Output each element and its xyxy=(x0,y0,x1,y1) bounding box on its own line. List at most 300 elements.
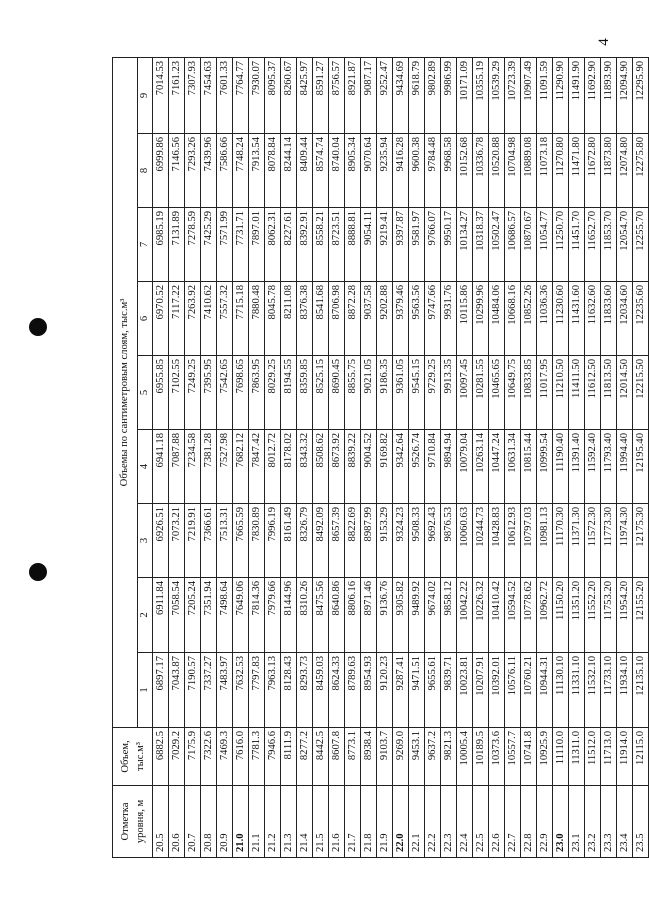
layer-volume-cell: 6941.18 xyxy=(153,430,169,504)
level-cell: 21.2 xyxy=(265,786,281,858)
layer-volume-cell: 7715.18 xyxy=(233,282,249,356)
layer-volume-cell: 7307.93 xyxy=(185,57,201,133)
table-row xyxy=(409,57,425,857)
layer-volume-cell: 10852.26 xyxy=(521,282,537,356)
layer-volume-cell: 11873.80 xyxy=(601,134,617,208)
layer-volume-cell: 7498.64 xyxy=(217,578,233,653)
layer-volume-cell: 10962.72 xyxy=(537,578,553,653)
layer-volume-cell: 11451.70 xyxy=(569,208,585,282)
layer-volume-cell: 8227.61 xyxy=(281,208,297,282)
level-cell: 22.9 xyxy=(537,786,553,858)
layer-volume-cell: 8954.93 xyxy=(361,653,377,728)
layer-volume-cell: 7731.71 xyxy=(233,208,249,282)
layer-volume-cell: 11532.10 xyxy=(585,653,601,728)
layer-volume-cell: 8194.55 xyxy=(281,356,297,430)
layer-volume-cell: 8492.09 xyxy=(313,504,329,578)
volume-cell: 7946.6 xyxy=(265,728,281,786)
layer-volume-cell: 11290.90 xyxy=(553,57,569,133)
level-cell: 23.1 xyxy=(569,786,585,858)
layer-volume-cell: 6911.84 xyxy=(153,578,169,653)
layer-volume-cell: 11431.60 xyxy=(569,282,585,356)
layer-volume-cell: 9618.79 xyxy=(409,57,425,133)
layer-volume-cell: 8971.46 xyxy=(361,578,377,653)
layer-volume-cell: 7190.57 xyxy=(185,653,201,728)
layer-volume-cell: 8260.67 xyxy=(281,57,297,133)
layer-volume-cell: 9186.35 xyxy=(377,356,393,430)
layer-volume-cell: 10594.52 xyxy=(505,578,521,653)
layer-volume-cell: 8128.43 xyxy=(281,653,297,728)
layer-volume-cell: 9968.58 xyxy=(441,134,457,208)
layer-volume-cell: 11371.30 xyxy=(569,504,585,578)
layer-volume-cell: 7996.19 xyxy=(265,504,281,578)
volume-cell: 12115.0 xyxy=(633,728,649,786)
layer-volume-cell: 9342.64 xyxy=(393,430,409,504)
layer-volume-cell: 9839.71 xyxy=(441,653,457,728)
layer-volume-cell: 11692.90 xyxy=(585,57,601,133)
layer-volume-cell: 6970.52 xyxy=(153,282,169,356)
layer-volume-cell: 9876.53 xyxy=(441,504,457,578)
layer-volume-cell: 8723.51 xyxy=(329,208,345,282)
layer-volume-cell: 9070.64 xyxy=(361,134,377,208)
layer-volume-cell: 7601.33 xyxy=(217,57,233,133)
layer-volume-cell: 8211.08 xyxy=(281,282,297,356)
layer-volume-cell: 11036.36 xyxy=(537,282,553,356)
column-header-1: 1 xyxy=(138,653,153,728)
layer-volume-cell: 9252.47 xyxy=(377,57,393,133)
layer-volume-cell: 8343.32 xyxy=(297,430,313,504)
volume-cell: 10925.9 xyxy=(537,728,553,786)
layer-volume-cell: 7483.97 xyxy=(217,653,233,728)
layer-volume-cell: 10355.19 xyxy=(473,57,489,133)
layer-volume-cell: 9526.74 xyxy=(409,430,425,504)
layer-volume-cell: 11552.20 xyxy=(585,578,601,653)
level-cell: 22.5 xyxy=(473,786,489,858)
layer-volume-cell: 11632.60 xyxy=(585,282,601,356)
table-row xyxy=(393,57,409,857)
layer-volume-cell: 7381.28 xyxy=(201,430,217,504)
layer-volume-cell: 10097.45 xyxy=(457,356,473,430)
layer-volume-cell: 9655.61 xyxy=(425,653,441,728)
volume-cell: 9821.3 xyxy=(441,728,457,786)
layer-volume-cell: 9169.82 xyxy=(377,430,393,504)
layer-volume-cell: 8508.62 xyxy=(313,430,329,504)
layer-volume-cell: 8045.78 xyxy=(265,282,281,356)
layer-volume-cell: 10815.44 xyxy=(521,430,537,504)
level-cell: 21.3 xyxy=(281,786,297,858)
level-cell: 21.1 xyxy=(249,786,265,858)
layer-volume-cell: 7632.53 xyxy=(233,653,249,728)
layer-volume-cell: 11391.40 xyxy=(569,430,585,504)
layer-volume-cell: 9219.41 xyxy=(377,208,393,282)
layer-volume-cell: 8029.25 xyxy=(265,356,281,430)
layer-volume-cell: 8095.37 xyxy=(265,57,281,133)
volume-cell: 8111.9 xyxy=(281,728,297,786)
layer-volume-cell: 9729.25 xyxy=(425,356,441,430)
layer-volume-cell: 11017.95 xyxy=(537,356,553,430)
layer-volume-cell: 8822.69 xyxy=(345,504,361,578)
table-row xyxy=(601,57,617,857)
level-cell: 22.6 xyxy=(489,786,505,858)
level-cell: 21.4 xyxy=(297,786,313,858)
layer-volume-cell: 12195.40 xyxy=(633,430,649,504)
layer-volume-cell: 10152.68 xyxy=(457,134,473,208)
layer-volume-cell: 9021.05 xyxy=(361,356,377,430)
binder-hole-bottom xyxy=(29,563,47,581)
level-cell: 22.3 xyxy=(441,786,457,858)
column-header-5: 5 xyxy=(138,356,153,430)
layer-volume-cell: 8459.03 xyxy=(313,653,329,728)
layer-volume-cell: 12295.90 xyxy=(633,57,649,133)
page-number: 4 xyxy=(596,38,612,46)
layer-volume-cell: 7249.25 xyxy=(185,356,201,430)
layer-volume-cell: 9235.94 xyxy=(377,134,393,208)
volume-cell: 7781.3 xyxy=(249,728,265,786)
level-cell: 21.9 xyxy=(377,786,393,858)
table-row xyxy=(473,57,489,857)
layer-volume-cell: 11592.40 xyxy=(585,430,601,504)
volume-cell: 9453.1 xyxy=(409,728,425,786)
layer-volume-cell: 9747.66 xyxy=(425,282,441,356)
layer-volume-cell: 11091.59 xyxy=(537,57,553,133)
table-row xyxy=(585,57,601,857)
layer-volume-cell: 7161.23 xyxy=(169,57,185,133)
layer-volume-cell: 9950.17 xyxy=(441,208,457,282)
layer-volume-cell: 7337.27 xyxy=(201,653,217,728)
layer-volume-cell: 7366.61 xyxy=(201,504,217,578)
layer-volume-cell: 8690.45 xyxy=(329,356,345,430)
table-row xyxy=(617,57,633,857)
layer-volume-cell: 10889.08 xyxy=(521,134,537,208)
layer-volume-cell: 9563.56 xyxy=(409,282,425,356)
layer-volume-cell: 10171.09 xyxy=(457,57,473,133)
layer-volume-cell: 8541.68 xyxy=(313,282,329,356)
layer-volume-cell: 7814.36 xyxy=(249,578,265,653)
layer-volume-cell: 9858.12 xyxy=(441,578,457,653)
layer-volume-cell: 9600.38 xyxy=(409,134,425,208)
column-header-6: 6 xyxy=(138,282,153,356)
layer-volume-cell: 7930.07 xyxy=(249,57,265,133)
layer-volume-cell: 9037.58 xyxy=(361,282,377,356)
column-header-2: 2 xyxy=(138,578,153,653)
layer-volume-cell: 10539.29 xyxy=(489,57,505,133)
layer-volume-cell: 11813.50 xyxy=(601,356,617,430)
layer-volume-cell: 8178.02 xyxy=(281,430,297,504)
volume-cell: 7029.2 xyxy=(169,728,185,786)
layer-volume-cell: 11974.30 xyxy=(617,504,633,578)
volume-cell: 7469.3 xyxy=(217,728,233,786)
layer-volume-cell: 10944.31 xyxy=(537,653,553,728)
layer-volume-cell: 10410.42 xyxy=(489,578,505,653)
layer-volume-cell: 8144.96 xyxy=(281,578,297,653)
layer-volume-cell: 11331.10 xyxy=(569,653,585,728)
layer-volume-cell: 10060.63 xyxy=(457,504,473,578)
layer-volume-cell: 8392.91 xyxy=(297,208,313,282)
layer-volume-cell: 9153.29 xyxy=(377,504,393,578)
layer-volume-cell: 8673.92 xyxy=(329,430,345,504)
layer-volume-cell: 11054.77 xyxy=(537,208,553,282)
layer-volume-cell: 10778.62 xyxy=(521,578,537,653)
layer-volume-cell: 7571.99 xyxy=(217,208,233,282)
header-volume: Объем, тыс.м³ xyxy=(113,728,153,786)
layer-volume-cell: 8806.16 xyxy=(345,578,361,653)
layer-volume-cell: 9508.33 xyxy=(409,504,425,578)
volume-cell: 7322.6 xyxy=(201,728,217,786)
layer-volume-cell: 10318.37 xyxy=(473,208,489,282)
volume-table xyxy=(112,57,649,858)
column-header-4: 4 xyxy=(138,430,153,504)
layer-volume-cell: 8425.97 xyxy=(297,57,313,133)
table-row xyxy=(233,57,249,857)
layer-volume-cell: 6999.86 xyxy=(153,134,169,208)
table-row xyxy=(153,57,169,857)
layer-volume-cell: 9087.17 xyxy=(361,57,377,133)
layer-volume-cell: 9471.51 xyxy=(409,653,425,728)
layer-volume-cell: 10723.39 xyxy=(505,57,521,133)
layer-volume-cell: 9120.23 xyxy=(377,653,393,728)
layer-volume-cell: 11073.18 xyxy=(537,134,553,208)
layer-volume-cell: 10907.49 xyxy=(521,57,537,133)
table-row xyxy=(377,57,393,857)
level-cell: 21.6 xyxy=(329,786,345,858)
layer-volume-cell: 10079.04 xyxy=(457,430,473,504)
layer-volume-cell: 11351.20 xyxy=(569,578,585,653)
layer-volume-cell: 11491.90 xyxy=(569,57,585,133)
table-row xyxy=(425,57,441,857)
layer-volume-cell: 7665.59 xyxy=(233,504,249,578)
layer-volume-cell: 10336.78 xyxy=(473,134,489,208)
layer-volume-cell: 7527.98 xyxy=(217,430,233,504)
volume-cell: 10557.7 xyxy=(505,728,521,786)
layer-volume-cell: 7351.94 xyxy=(201,578,217,653)
volume-cell: 8773.1 xyxy=(345,728,361,786)
table-header xyxy=(113,57,153,857)
volume-cell: 8442.5 xyxy=(313,728,329,786)
volume-cell: 8938.4 xyxy=(361,728,377,786)
table-row xyxy=(281,57,297,857)
layer-volume-cell: 8706.98 xyxy=(329,282,345,356)
layer-volume-cell: 12034.60 xyxy=(617,282,633,356)
layer-volume-cell: 7014.53 xyxy=(153,57,169,133)
layer-volume-cell: 10115.86 xyxy=(457,282,473,356)
layer-volume-cell: 9986.99 xyxy=(441,57,457,133)
layer-volume-cell: 10981.13 xyxy=(537,504,553,578)
layer-volume-cell: 10465.65 xyxy=(489,356,505,430)
layer-volume-cell: 8839.22 xyxy=(345,430,361,504)
layer-volume-cell: 12054.70 xyxy=(617,208,633,282)
layer-volume-cell: 12215.50 xyxy=(633,356,649,430)
layer-volume-cell: 11270.80 xyxy=(553,134,569,208)
layer-volume-cell: 12155.20 xyxy=(633,578,649,653)
layer-volume-cell: 10023.81 xyxy=(457,653,473,728)
layer-volume-cell: 7557.32 xyxy=(217,282,233,356)
layer-volume-cell: 11230.60 xyxy=(553,282,569,356)
layer-volume-cell: 7863.95 xyxy=(249,356,265,430)
layer-volume-cell: 8525.15 xyxy=(313,356,329,430)
layer-volume-cell: 7293.26 xyxy=(185,134,201,208)
layer-volume-cell: 7395.95 xyxy=(201,356,217,430)
layer-volume-cell: 11572.30 xyxy=(585,504,601,578)
table-row xyxy=(505,57,521,857)
table-row xyxy=(329,57,345,857)
layer-volume-cell: 11773.30 xyxy=(601,504,617,578)
layer-volume-cell: 11733.10 xyxy=(601,653,617,728)
layer-volume-cell: 7263.92 xyxy=(185,282,201,356)
layer-volume-cell: 10833.85 xyxy=(521,356,537,430)
level-cell: 20.6 xyxy=(169,786,185,858)
layer-volume-cell: 12275.80 xyxy=(633,134,649,208)
layer-volume-cell: 7513.31 xyxy=(217,504,233,578)
layer-volume-cell: 8475.56 xyxy=(313,578,329,653)
volume-cell: 11914.0 xyxy=(617,728,633,786)
layer-volume-cell: 8756.57 xyxy=(329,57,345,133)
layer-volume-cell: 11853.70 xyxy=(601,208,617,282)
level-cell: 21.5 xyxy=(313,786,329,858)
layer-volume-cell: 10263.14 xyxy=(473,430,489,504)
level-cell: 23.3 xyxy=(601,786,617,858)
layer-volume-cell: 7102.55 xyxy=(169,356,185,430)
header-level: Отметка уровня, м xyxy=(113,786,153,858)
layer-volume-cell: 8161.49 xyxy=(281,504,297,578)
layer-volume-cell: 8078.84 xyxy=(265,134,281,208)
level-cell: 21.8 xyxy=(361,786,377,858)
layer-volume-cell: 9202.88 xyxy=(377,282,393,356)
layer-volume-cell: 7234.58 xyxy=(185,430,201,504)
layer-volume-cell: 12135.10 xyxy=(633,653,649,728)
layer-volume-cell: 7649.06 xyxy=(233,578,249,653)
layer-volume-cell: 10392.01 xyxy=(489,653,505,728)
layer-volume-cell: 10299.96 xyxy=(473,282,489,356)
layer-volume-cell: 11652.70 xyxy=(585,208,601,282)
header-layer-volumes: Объемы по сантиметровым слоям, тыс.м³ xyxy=(113,57,138,727)
volume-cell: 10005.4 xyxy=(457,728,473,786)
layer-volume-cell: 9692.43 xyxy=(425,504,441,578)
layer-volume-cell: 8789.63 xyxy=(345,653,361,728)
level-cell: 22.7 xyxy=(505,786,521,858)
layer-volume-cell: 7087.88 xyxy=(169,430,185,504)
volume-cell: 11110.0 xyxy=(553,728,569,786)
layer-volume-cell: 10686.57 xyxy=(505,208,521,282)
layer-volume-cell: 9802.89 xyxy=(425,57,441,133)
layer-volume-cell: 8640.86 xyxy=(329,578,345,653)
layer-volume-cell: 10999.54 xyxy=(537,430,553,504)
layer-volume-cell: 9054.11 xyxy=(361,208,377,282)
level-cell: 23.4 xyxy=(617,786,633,858)
layer-volume-cell: 10502.47 xyxy=(489,208,505,282)
layer-volume-cell: 12014.50 xyxy=(617,356,633,430)
layer-volume-cell: 7542.65 xyxy=(217,356,233,430)
table-row xyxy=(633,57,649,857)
layer-volume-cell: 9416.28 xyxy=(393,134,409,208)
layer-volume-cell: 11190.40 xyxy=(553,430,569,504)
level-cell: 22.4 xyxy=(457,786,473,858)
level-cell: 21.7 xyxy=(345,786,361,858)
volume-cell: 10189.5 xyxy=(473,728,489,786)
layer-volume-cell: 11753.20 xyxy=(601,578,617,653)
layer-volume-cell: 7797.83 xyxy=(249,653,265,728)
layer-volume-cell: 8012.72 xyxy=(265,430,281,504)
layer-volume-cell: 9004.52 xyxy=(361,430,377,504)
volume-cell: 6882.5 xyxy=(153,728,169,786)
layer-volume-cell: 8987.99 xyxy=(361,504,377,578)
layer-volume-cell: 6926.51 xyxy=(153,504,169,578)
volume-cell: 7616.0 xyxy=(233,728,249,786)
layer-volume-cell: 8326.79 xyxy=(297,504,313,578)
layer-volume-cell: 10760.21 xyxy=(521,653,537,728)
layer-volume-cell: 7058.54 xyxy=(169,578,185,653)
layer-volume-cell: 10447.24 xyxy=(489,430,505,504)
layer-volume-cell: 11994.40 xyxy=(617,430,633,504)
layer-volume-cell: 8591.27 xyxy=(313,57,329,133)
layer-volume-cell: 7454.63 xyxy=(201,57,217,133)
table-row xyxy=(537,57,553,857)
layer-volume-cell: 8872.28 xyxy=(345,282,361,356)
table-row xyxy=(313,57,329,857)
volume-cell: 11512.0 xyxy=(585,728,601,786)
volume-cell: 7175.9 xyxy=(185,728,201,786)
layer-volume-cell: 7963.13 xyxy=(265,653,281,728)
volume-cell: 10741.8 xyxy=(521,728,537,786)
layer-volume-cell: 9894.94 xyxy=(441,430,457,504)
layer-volume-cell: 9931.76 xyxy=(441,282,457,356)
layer-volume-cell: 10520.88 xyxy=(489,134,505,208)
layer-volume-cell: 7146.56 xyxy=(169,134,185,208)
table-row xyxy=(249,57,265,857)
layer-volume-cell: 9766.07 xyxy=(425,208,441,282)
level-cell: 23.0 xyxy=(553,786,569,858)
layer-volume-cell: 8740.04 xyxy=(329,134,345,208)
layer-volume-cell: 7073.21 xyxy=(169,504,185,578)
volume-cell: 9269.0 xyxy=(393,728,409,786)
layer-volume-cell: 7830.89 xyxy=(249,504,265,578)
layer-volume-cell: 9545.15 xyxy=(409,356,425,430)
table-row xyxy=(553,57,569,857)
layer-volume-cell: 11954.20 xyxy=(617,578,633,653)
layer-volume-cell: 7219.91 xyxy=(185,504,201,578)
layer-volume-cell: 11130.10 xyxy=(553,653,569,728)
table-row xyxy=(201,57,217,857)
layer-volume-cell: 12255.70 xyxy=(633,208,649,282)
column-header-7: 7 xyxy=(138,208,153,282)
volume-cell: 9103.7 xyxy=(377,728,393,786)
layer-volume-cell: 9581.97 xyxy=(409,208,425,282)
layer-volume-cell: 8905.34 xyxy=(345,134,361,208)
table-row xyxy=(569,57,585,857)
layer-volume-cell: 9379.46 xyxy=(393,282,409,356)
layer-volume-cell: 7897.01 xyxy=(249,208,265,282)
layer-volume-cell: 10226.32 xyxy=(473,578,489,653)
table-row xyxy=(361,57,377,857)
layer-volume-cell: 7425.29 xyxy=(201,208,217,282)
layer-volume-cell: 10207.91 xyxy=(473,653,489,728)
layer-volume-cell: 9489.92 xyxy=(409,578,425,653)
layer-volume-cell: 10631.34 xyxy=(505,430,521,504)
layer-volume-cell: 11411.50 xyxy=(569,356,585,430)
layer-volume-cell: 8855.75 xyxy=(345,356,361,430)
table-row xyxy=(345,57,361,857)
level-cell: 20.8 xyxy=(201,786,217,858)
layer-volume-cell: 8574.74 xyxy=(313,134,329,208)
layer-volume-cell: 7880.48 xyxy=(249,282,265,356)
layer-volume-cell: 11893.90 xyxy=(601,57,617,133)
layer-volume-cell: 8310.26 xyxy=(297,578,313,653)
layer-volume-cell: 9434.69 xyxy=(393,57,409,133)
layer-volume-cell: 7847.42 xyxy=(249,430,265,504)
level-cell: 20.5 xyxy=(153,786,169,858)
level-cell: 22.0 xyxy=(393,786,409,858)
layer-volume-cell: 9710.84 xyxy=(425,430,441,504)
layer-volume-cell: 9784.48 xyxy=(425,134,441,208)
layer-volume-cell: 11934.10 xyxy=(617,653,633,728)
